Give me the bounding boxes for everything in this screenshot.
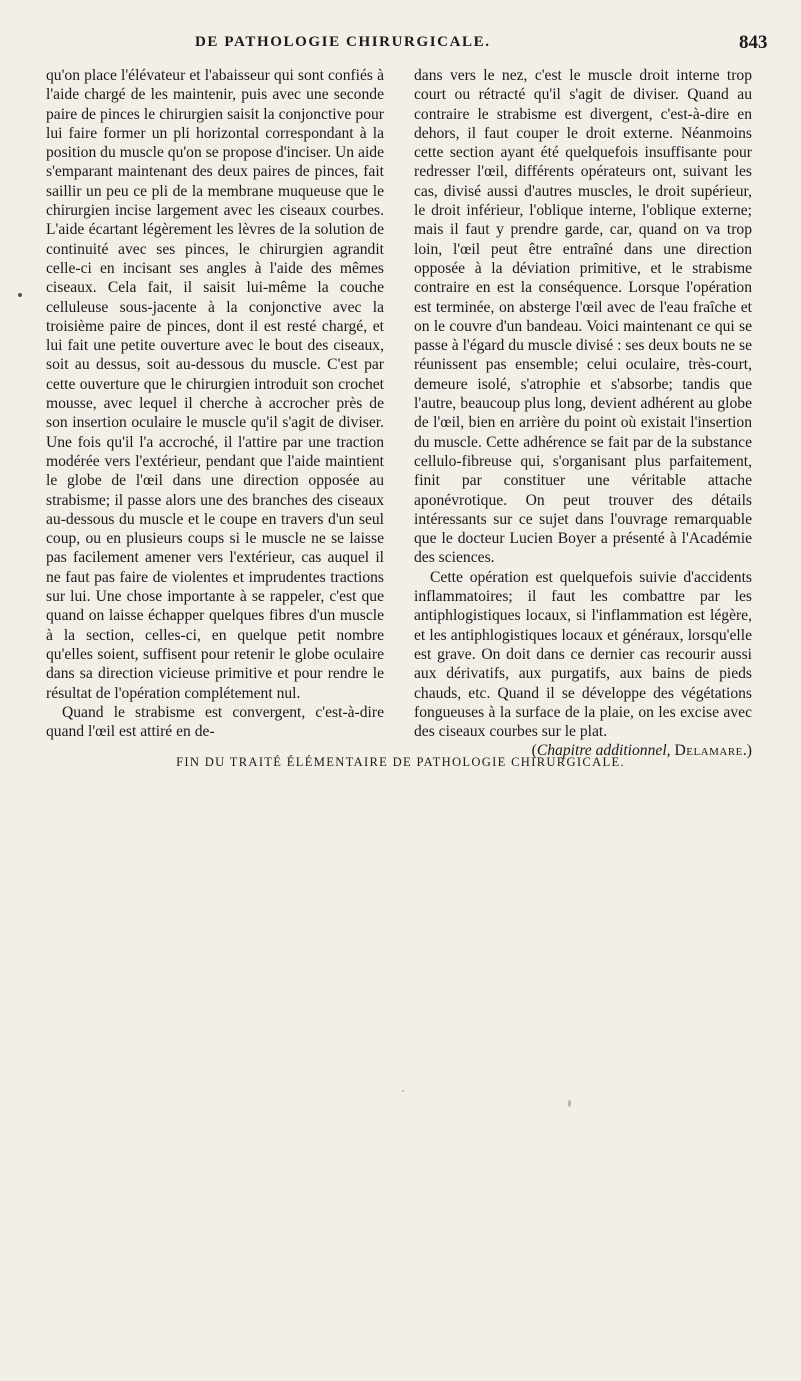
signature-close-paren: .) — [742, 742, 752, 760]
signature-chapter: Chapitre additionnel, — [536, 742, 671, 760]
running-title: DE PATHOLOGIE CHIRURGICALE. — [195, 34, 491, 50]
signature-author: Delamare — [674, 742, 743, 760]
signature-open-paren: ( — [531, 742, 537, 760]
paper-fleck — [402, 1090, 404, 1092]
margin-dot-mark — [18, 293, 22, 297]
right-column — [414, 66, 752, 761]
right-paragraph-2: Cette opération est quelquefois suivie d'accidents inflammatoires; il faut les combattre par les antiphlogistiques locaux, si l'inflammation est légère, et les antiphlogistiques locaux et généraux, lorsqu'elle est grave. On doit dans ce dernier cas recourir aussi aux dérivatifs, aux purgatifs, aux bains de pieds chauds, etc. Quand il se développe des végétations fongueuses à la surface de la plaie, on les excise avec des ciseaux courbes sur le plat. — [414, 568, 752, 741]
left-paragraph-1: qu'on place l'élévateur et l'abaisseur qui sont confiés à l'aide chargé de les maintenir, puis avec une seconde paire de pinces le chirurgien saisit la conjonctive pour lui faire former un pli horizontal correspondant à la position du muscle qu'on se propose d'inciser. Un aide s'emparant maintenant des deux paires de pinces, fait saillir un peu ce pli de la membrane muqueuse que le chirurgien incise largement avec les ciseaux courbes. L'aide écartant légèrement les lèvres de la solution de continuité avec ses pinces, le chirurgien agrandit celle-ci en incisant ses angles à l'aide des mêmes ciseaux. Cela fait, il saisit lui-même la couche celluleuse sous-jacente à la conjonctive avec la troisième paire de pinces, dont il est resté chargé, et lui fait une petite ouverture avec le bout des ciseaux, soit au dessus, soit au-dessous du muscle. C'est par cette ouverture que le chirurgien introduit son crochet mousse, avec lequel il cherche à accrocher près de son insertion oculaire le muscle qu'il s'agit de diviser. Une fois qu'il l'a accroché, il l'attire par une traction modérée vers l'extérieur, pendant que l'aide maintient le globe de l'œil dans une direction opposée au strabisme; il passe alors une des branches des ciseaux au-dessous du muscle et le coupe en travers d'un seul coup, ou en plusieurs coups si le muscle ne se laisse pas facilement amener vers l'extérieur, cas auquel il ne faut pas faire de violentes et imprudentes tractions sur lui. Une chose importante à se rappeler, c'est que quand on laisse échapper quelques fibres d'un muscle à la section, celles-ci, en quelque petit nombre qu'elles soient, suffisent pour retenir le globe oculaire dans sa direction vicieuse primitive et pour rendre le résultat de l'opération complétement nul. — [46, 67, 384, 702]
right-paragraph-1: dans vers le nez, c'est le muscle droit interne trop court ou rétracté qu'il s'agit de diviser. Quand au contraire le strabisme est divergent, c'est-à-dire en dehors, il faut couper le droit externe. Néanmoins cette section ayant été quelquefois insuffisante pour redresser l'œil, différents opérateurs ont, suivant les cas, divisé aussi d'autres muscles, le droit supérieur, le droit inférieur, l'oblique interne, l'oblique externe; mais il faut y prendre garde, car, quand on va trop loin, l'œil peut être entraîné dans une direction opposée à la déviation primitive, et le strabisme contraire en est la conséquence. Lorsque l'opération est terminée, on absterge l'œil avec de l'eau fraîche et on le couvre d'un bandeau. Voici maintenant ce qui se passe à l'égard du muscle divisé : ses deux bouts ne se réunissent pas ensemble; celui oculaire, très-court, demeure isolé, s'atrophie et s'absorbe; tandis que l'autre, beaucoup plus long, devient adhérent au globe de l'œil, bien en arrière du point où existait l'insertion du muscle. Cette adhérence se fait par de la substance cellulo-fibreuse qui, s'organisant plus parfaitement, finit par constituer une véritable attache aponévrotique. On peut trouver des détails intéressants sur ce sujet dans l'ouvrage remarquable que le docteur Lucien Boyer a présenté à l'Académie des sciences. — [414, 67, 752, 567]
left-paragraph-2: Quand le strabisme est convergent, c'est-à-dire quand l'œil est attiré en de- — [46, 703, 384, 741]
left-column — [46, 66, 384, 741]
page-number: 843 — [739, 32, 768, 53]
end-of-treatise-line: FIN DU TRAITÉ ÉLÉMENTAIRE DE PATHOLOGIE CHIRURGICALE. — [176, 755, 625, 769]
running-head — [0, 34, 801, 58]
paper-fleck — [568, 1100, 571, 1107]
